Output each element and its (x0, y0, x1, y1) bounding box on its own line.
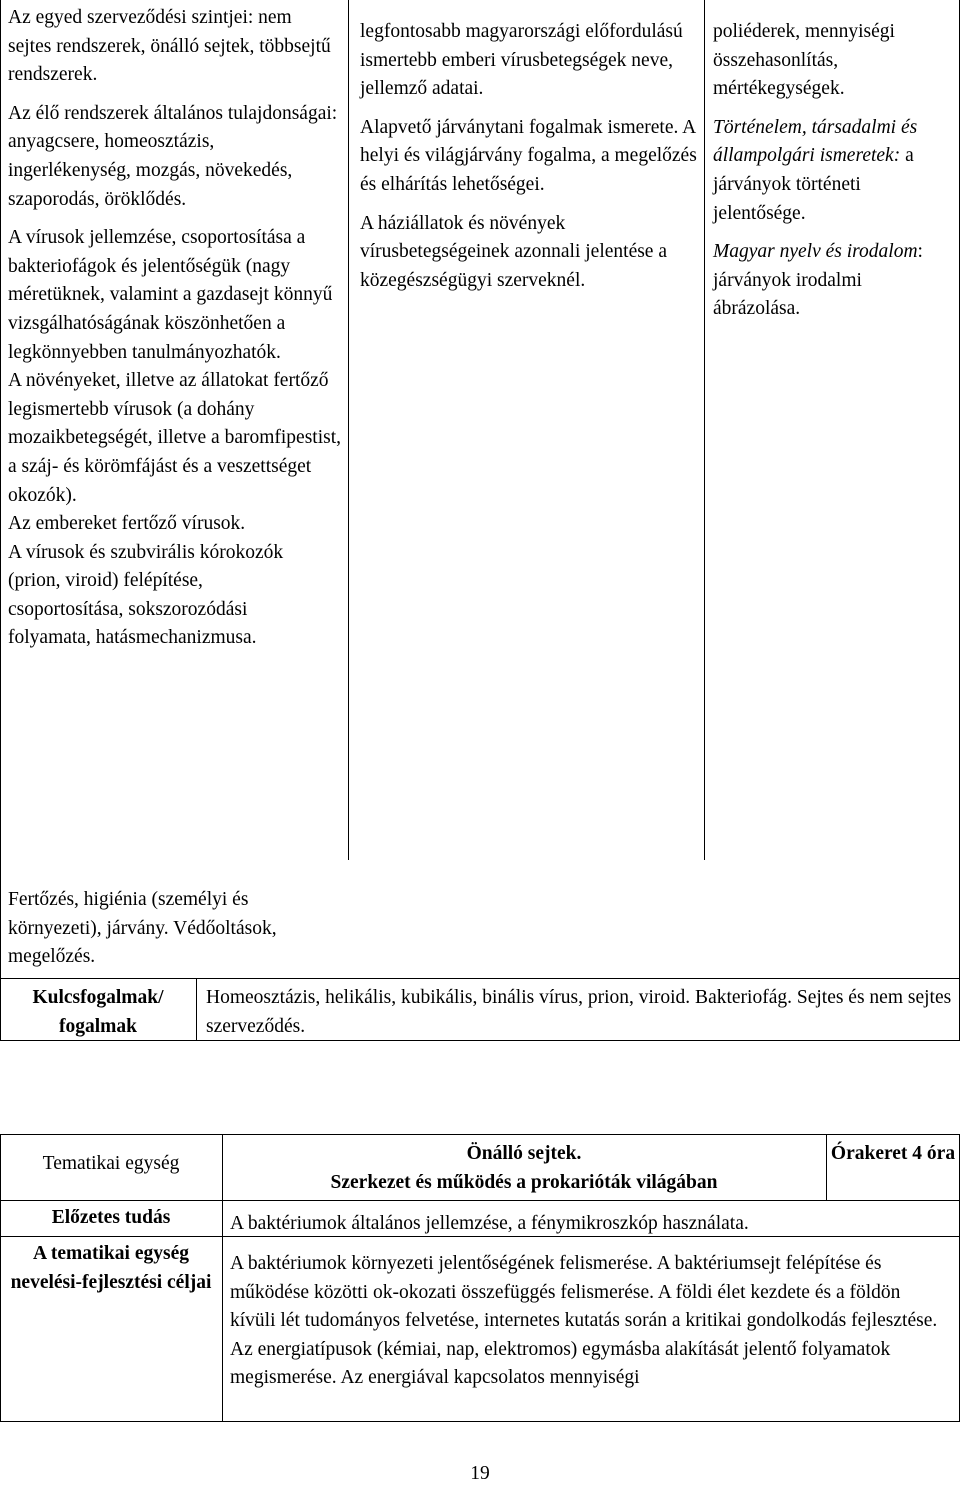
col1-paragraph-6: A vírusok és szubvirális kórokozók (prion, viroid) felépítése, csoportosítása, sokszorozódási folyamata, hatásmechanizmusa. (8, 541, 284, 649)
bottom-table-left-border (0, 1134, 1, 1422)
col1-extra-cell (8, 886, 338, 972)
unit-label: Tematikai egység (42, 1153, 180, 1174)
key-concepts-label: Kulcsfogalmak/ fogalmak (32, 987, 164, 1037)
col1-paragraph-7: Fertőzés, higiénia (személyi és környezeti), járvány. Védőoltások, megelőzés. (8, 889, 277, 968)
col3-history-label: Történelem, társadalmi és állampolgári ismeretek: (713, 116, 918, 167)
col1-paragraph-5: Az embereket fertőző vírusok. (8, 513, 246, 535)
col1-paragraph-2: Az élő rendszerek általános tulajdonságai: anyagcsere, homeosztázis, ingerlékenység, mozgás, növekedés, szaporodás, öröklődés. (8, 102, 338, 210)
col3-literature-text: : járványok irodalmi ábrázolása. (713, 241, 923, 320)
col3-history-text: a járványok történeti jelentősége. (713, 145, 914, 224)
bottom-table-hours-divider (826, 1134, 827, 1200)
hours-label: Órakeret 4 óra (830, 1143, 956, 1164)
col3-paragraph-1: poliéderek, mennyiségi összehasonlítás, mértékegységek. (713, 21, 895, 100)
col1-paragraph-1: Az egyed szerveződési szintjei: nem sejtes rendszerek, önálló sejtek, többsejtű rendszerek. (8, 7, 331, 86)
col3-literature-label: Magyar nyelv és irodalom (713, 241, 918, 263)
page-number: 19 (470, 1463, 490, 1484)
col3-paragraph-2 (713, 114, 953, 228)
goals-paragraph-1: A baktériumok környezeti jelentőségének felismerése. A baktériumsejt felépítése és működése közötti ok-okozati összefüggés felismerése. A földi élet kezdete és a földön kívüli lét tudományos felvetése, internetes kutatás során a kritikai gondolkodás fejlesztése. (230, 1253, 938, 1332)
col3-paragraph-3 (713, 238, 953, 324)
col2-paragraph-3: A háziállatok és növények vírusbetegségeinek azonnali jelentése a közegészségügyi szerveknél. (360, 212, 667, 291)
col1-paragraph-4: A növényeket, illetve az állatokat fertőző legismertebb vírusok (a dohány mozaikbetegségét, illetve a baromfipestist, a száj- és körömfájást és a veszettséget okozók). (8, 370, 342, 506)
col1-col2-divider (348, 0, 349, 860)
key-row-top-border (0, 978, 960, 979)
key-row-divider (196, 978, 197, 1040)
col3-cell (713, 18, 953, 324)
unit-title (228, 1140, 820, 1197)
unit-row-bottom-border (0, 1200, 960, 1201)
prior-knowledge-label: Előzetes tudás (51, 1207, 171, 1228)
col1-paragraph-3: A vírusok jellemzése, csoportosítása a bakteriofágok és jelentőségük (nagy méretüknek, valamint a gazdasejt könnyű vizsgálhatóságának köszönhetően a legkönnyebben tanulmányozhatók. (8, 227, 333, 363)
col2-paragraph-2: Alapvető járványtani fogalmak ismerete. A helyi és világjárvány fogalma, a megelőzés és elhárítás lehetőségei. (360, 116, 697, 195)
bottom-table-top-border (0, 1134, 960, 1135)
goals-label: A tematikai egység nevelési-fejlesztési céljai (10, 1243, 212, 1293)
col2-cell (360, 18, 698, 295)
unit-title-line-2: Szerkezet és működés a prokarióták világában (330, 1171, 718, 1193)
unit-title-line-1: Önálló sejtek. (466, 1143, 582, 1164)
goals-text (230, 1250, 948, 1393)
bottom-table-label-divider (222, 1134, 223, 1422)
col2-paragraph-1: legfontosabb magyarországi előfordulású ismertebb emberi vírusbetegségek neve, jellemző adatai. (360, 21, 683, 100)
key-concepts-text: Homeosztázis, helikális, kubikális, binális vírus, prion, viroid. Bakteriofág. Sejtes és nem sejtes szerveződés. (206, 987, 952, 1037)
col2-col3-divider (704, 0, 705, 860)
top-table-left-border (0, 0, 1, 1040)
prior-knowledge-text: A baktériumok általános jellemzése, a fénymikroszkóp használata. (230, 1213, 749, 1234)
goals-paragraph-2: Az energiatípusok (kémiai, nap, elektromos) egymásba alakítását jelentő folyamatok megismerése. Az energiával kapcsolatos mennyiségi (230, 1338, 891, 1389)
bottom-table-bottom-border (0, 1421, 960, 1422)
col1-cell (8, 4, 344, 653)
